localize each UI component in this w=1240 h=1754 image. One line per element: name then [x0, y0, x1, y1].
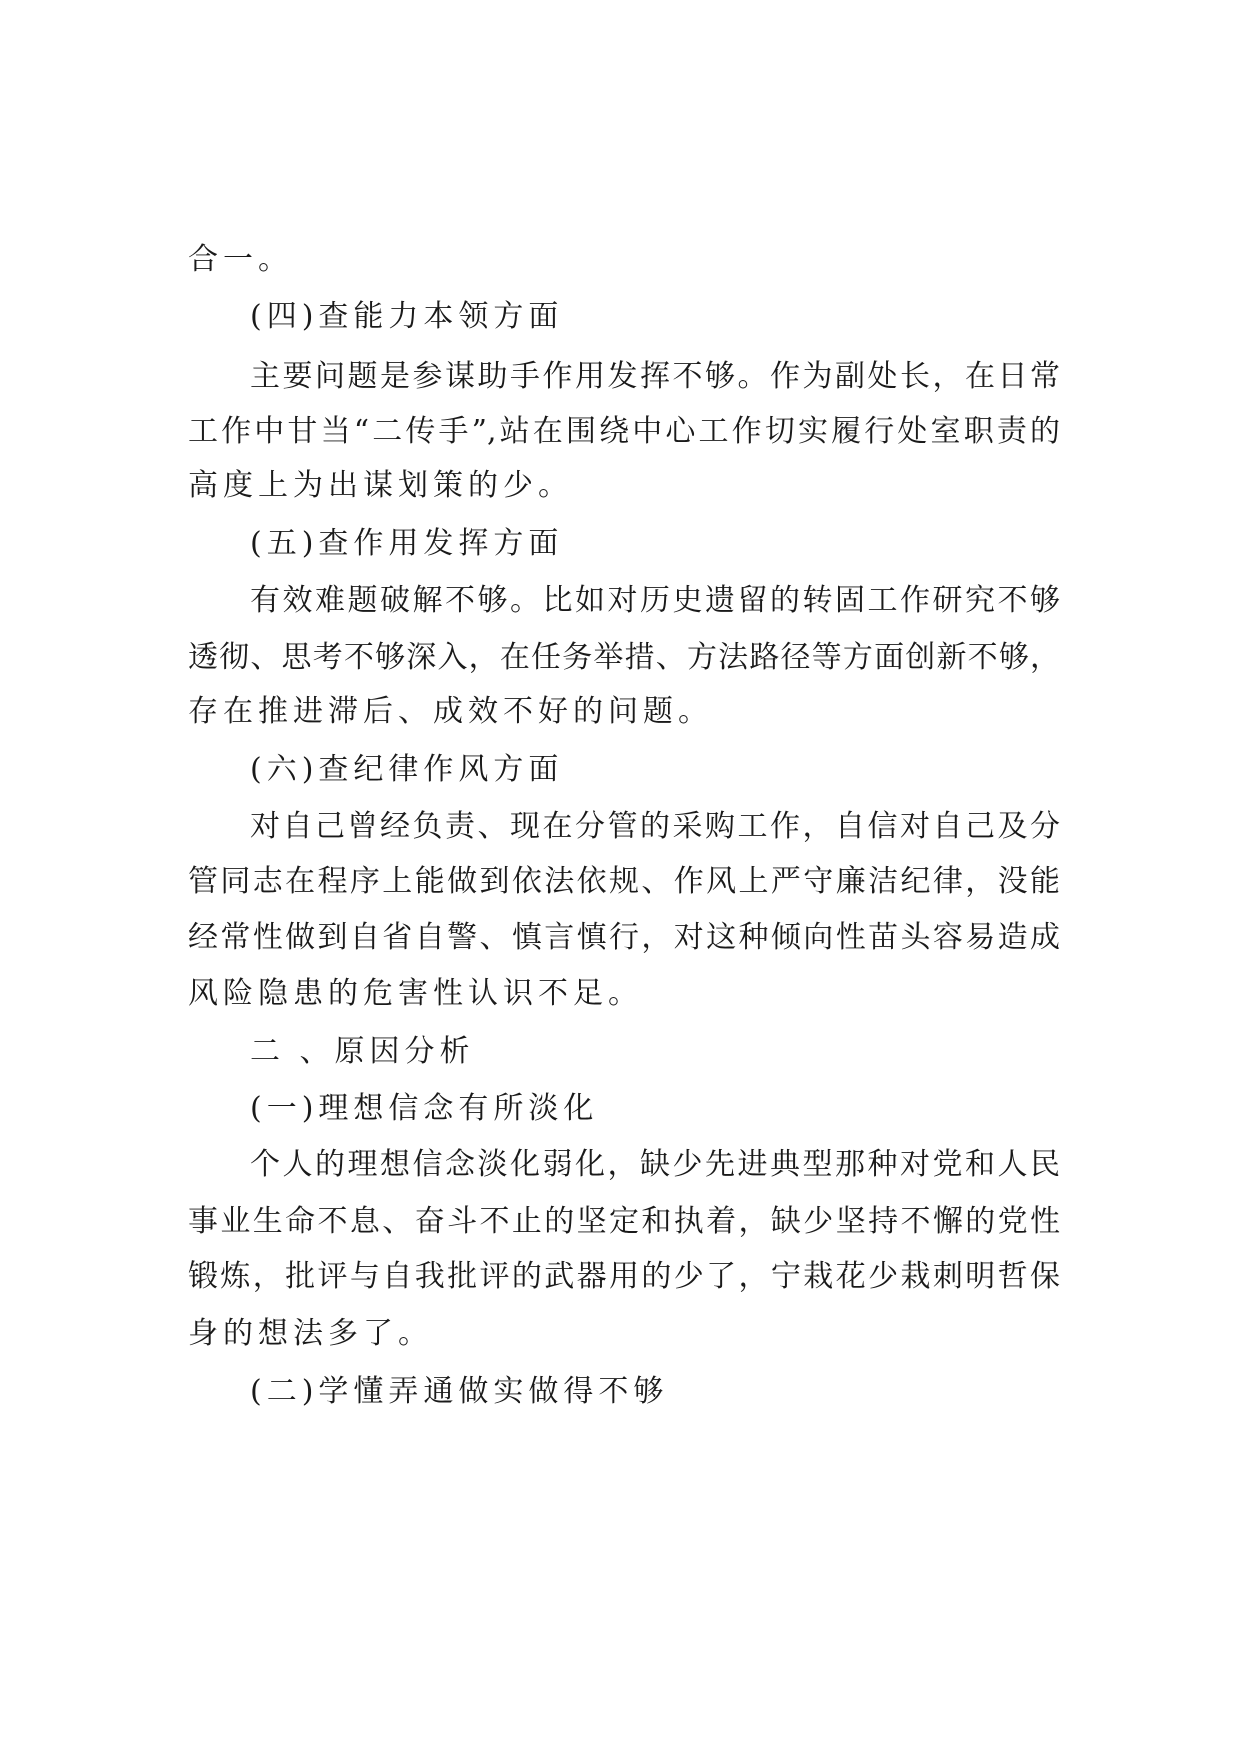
text-line: 有效难题破解不够。比如对历史遗留的转固工作研究不够 — [250, 583, 1060, 618]
section-heading: (一)理想信念有所淡化 — [250, 1091, 599, 1126]
text-line: 风险隐患的危害性认识不足。 — [188, 976, 643, 1011]
text-line: 对自己曾经负责、现在分管的采购工作，自信对自己及分 — [250, 809, 1060, 844]
section-heading: (二)学懂弄通做实做得不够 — [250, 1374, 669, 1409]
text-line: 管同志在程序上能做到依法依规、作风上严守廉洁纪律，没能 — [188, 864, 1060, 899]
section-heading: 二 、原因分析 — [250, 1034, 475, 1069]
text-line: 个人的理想信念淡化弱化，缺少先进典型那种对党和人民 — [250, 1147, 1060, 1182]
section-heading: (六)查纪律作风方面 — [250, 752, 564, 787]
section-heading: (五)查作用发挥方面 — [250, 526, 564, 561]
text-line: 合一。 — [188, 242, 293, 277]
text-line: 身的想法多了。 — [188, 1316, 433, 1351]
text-line: 工作中甘当“二传手”,站在围绕中心工作切实履行处室职责的 — [188, 414, 1060, 449]
text-line: 存在推进滞后、成效不好的问题。 — [188, 694, 713, 729]
text-line: 锻炼，批评与自我批评的武器用的少了，宁栽花少栽刺明哲保 — [188, 1259, 1060, 1294]
text-line: 主要问题是参谋助手作用发挥不够。作为副处长，在日常 — [250, 359, 1060, 394]
text-line: 透彻、思考不够深入，在任务举措、方法路径等方面创新不够， — [188, 640, 1060, 675]
section-heading: (四)查能力本领方面 — [250, 299, 564, 334]
text-line: 经常性做到自省自警、慎言慎行，对这种倾向性苗头容易造成 — [188, 920, 1060, 955]
text-line: 事业生命不息、奋斗不止的坚定和执着，缺少坚持不懈的党性 — [188, 1204, 1060, 1239]
text-line: 高度上为出谋划策的少。 — [188, 468, 573, 503]
